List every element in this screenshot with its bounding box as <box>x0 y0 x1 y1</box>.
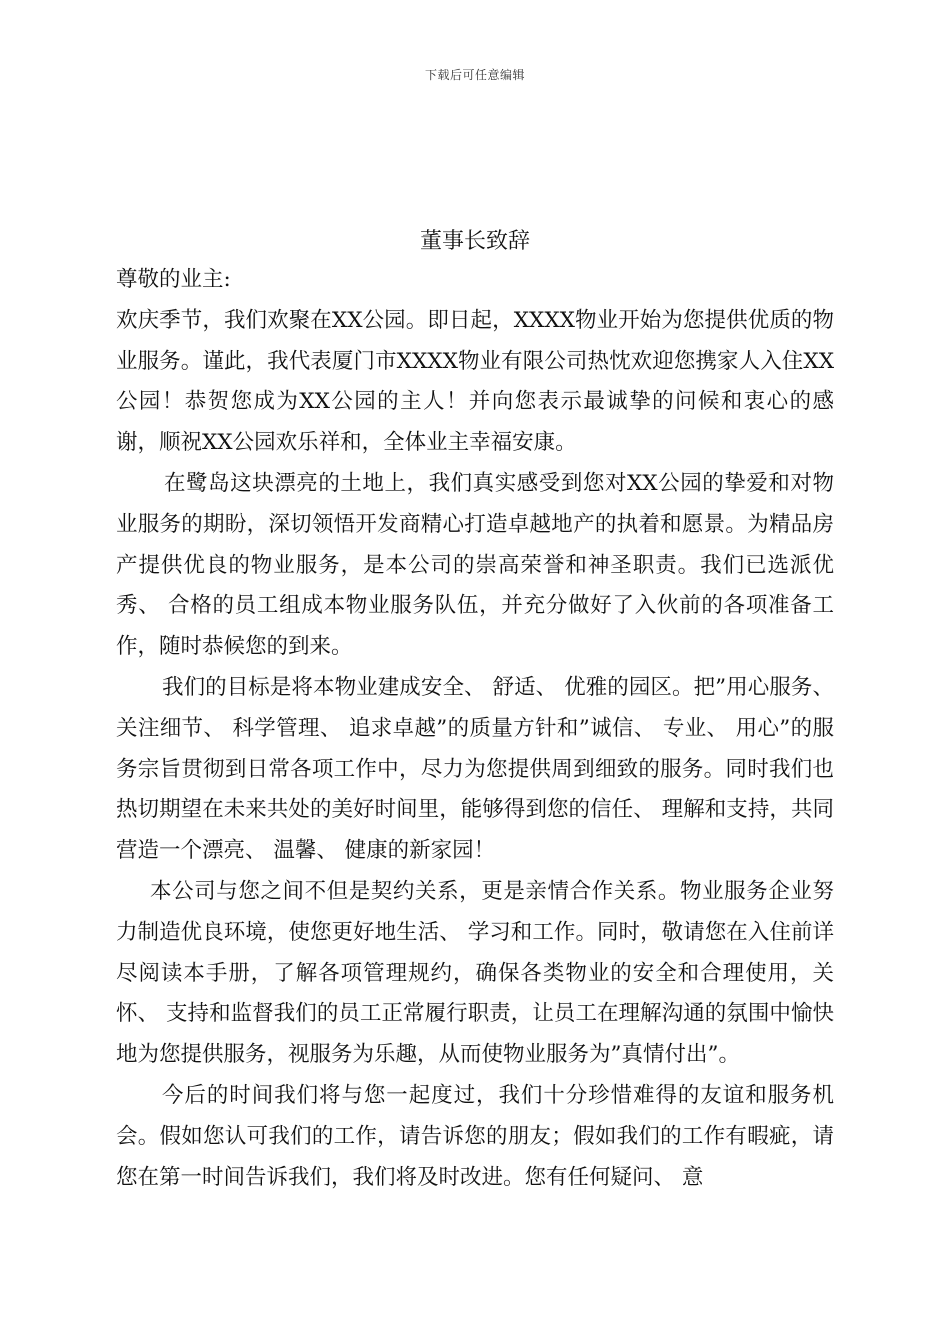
paragraph-3: 我们的目标是将本物业建成安全、 舒适、 优雅的园区。把”用心服务、 关注细节、 科学管理、 追求卓越”的质量方针和”诚信、 专业、 用心”的服务宗旨贯彻到日常各项工作中，尽力为您提供周到细致的服务。同时我们也热切期望在未来共处的美好时间里，能够得到您的信任、 理解和支持，共同营造一个漂亮、 温馨、 健康的新家园！ <box>116 674 834 864</box>
paragraph-1: 欢庆季节，我们欢聚在XX公园。即日起，XXXX物业开始为您提供优质的物业服务。谨此，我代表厦门市XXXX物业有限公司热忱欢迎您携家人入住XX公园！恭贺您成为XX公园的主人！并向您表示最诚挚的问候和衷心的感谢，顺祝XX公园欢乐祥和，全体业主幸福安康。 <box>116 307 834 456</box>
header-note: 下载后可任意编辑 <box>424 68 525 82</box>
paragraph-4: 本公司与您之间不但是契约关系，更是亲情合作关系。物业服务企业努力制造优良环境，使您更好地生活、 学习和工作。同时，敬请您在入住前详尽阅读本手册，了解各项管理规约，确保各类物业的安全和合理使用，关怀、 支持和监督我们的员工正常履行职责，让员工在理解沟通的氛围中愉快地为您提供服务，视服务为乐趣，从而使物业服务为”真情付出”。 <box>116 878 834 1068</box>
letter-body <box>116 260 834 1198</box>
paragraph-5: 今后的时间我们将与您一起度过，我们十分珍惜难得的友谊和服务机会。假如您认可我们的工作，请告诉您的朋友；假如我们的工作有暇疵，请您在第一时间告诉我们，我们将及时改进。您有任何疑问、 意 <box>116 1082 834 1190</box>
page-title: 董事长致辞 <box>419 229 530 254</box>
paragraph-2: 在鹭岛这块漂亮的土地上，我们真实感受到您对XX公园的挚爱和对物业服务的期盼，深切领悟开发商精心打造卓越地产的执着和愿景。为精品房产提供优良的物业服务，是本公司的崇高荣誉和神圣职责。我们已选派优秀、 合格的员工组成本物业服务队伍，并充分做好了入伙前的各项准备工作，随时恭候您的到来。 <box>116 470 834 660</box>
salutation: 尊敬的业主: <box>116 267 231 292</box>
